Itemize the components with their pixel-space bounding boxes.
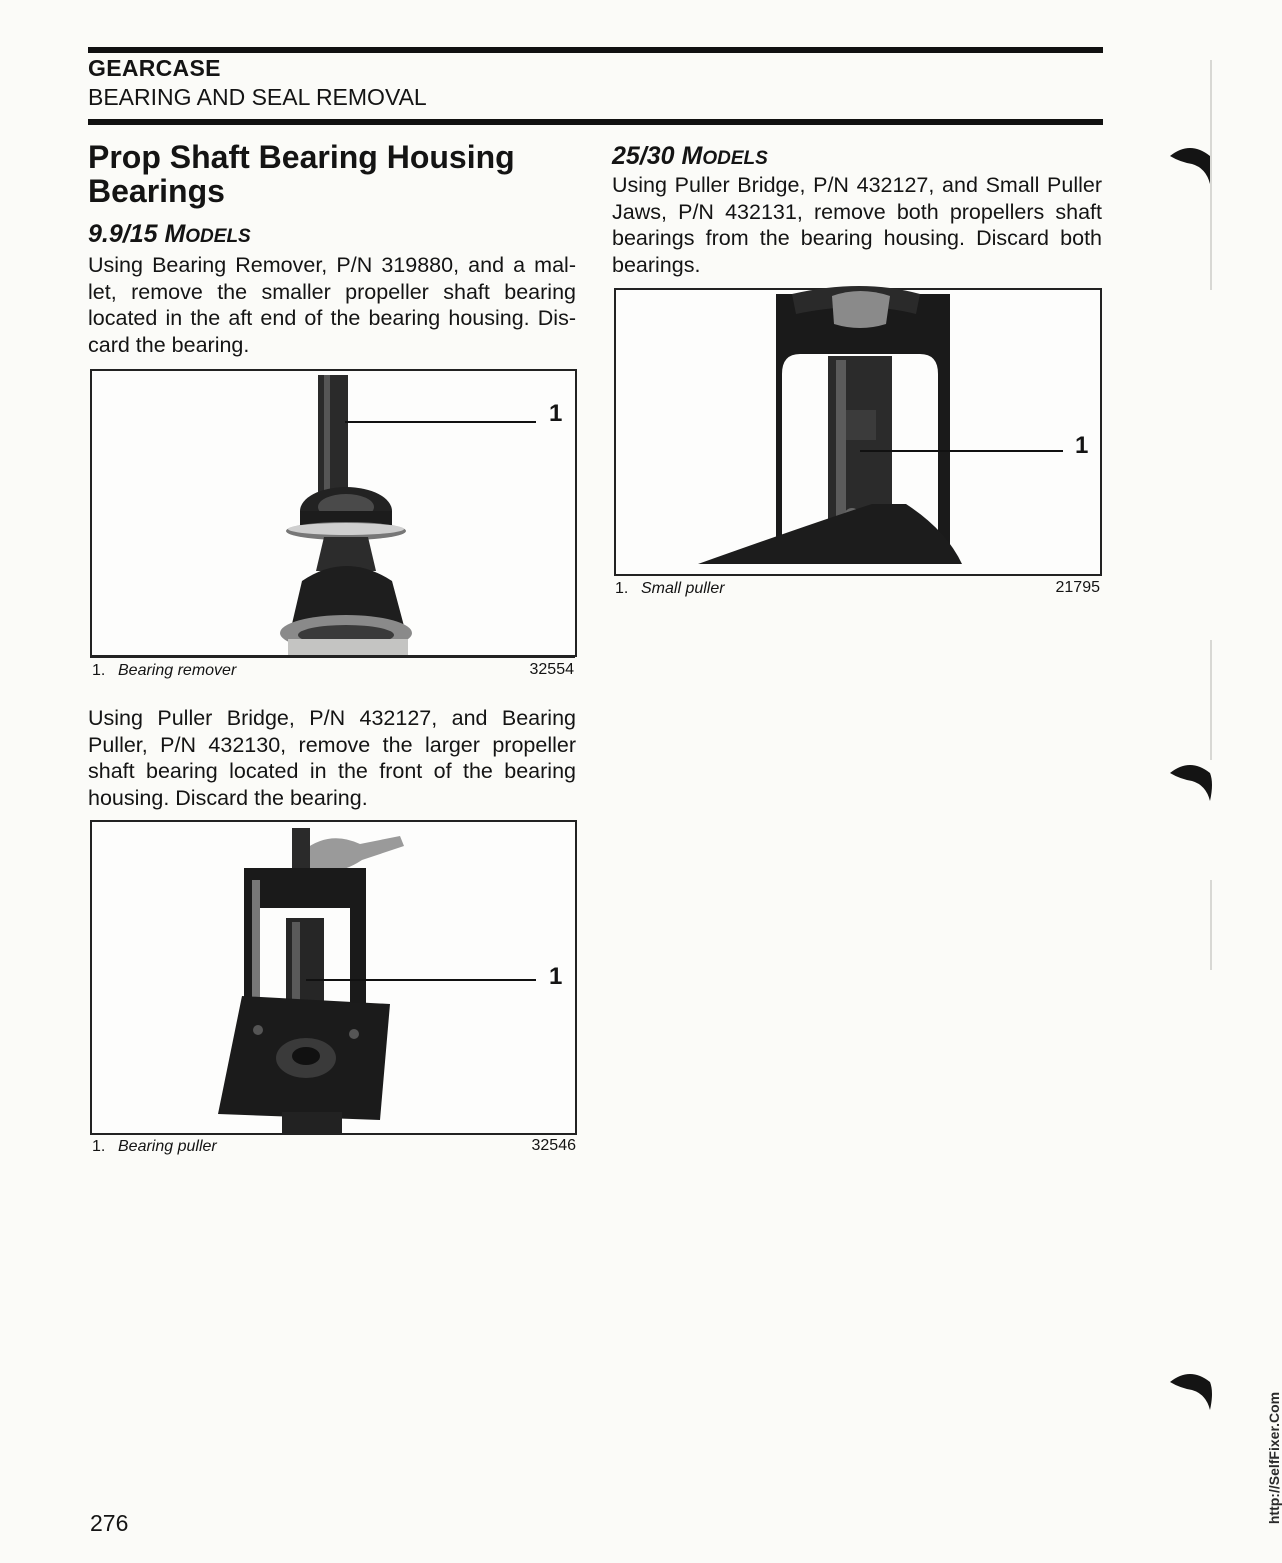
models-heading-rest: ODELS — [702, 148, 768, 169]
section-title: GEARCASE — [88, 55, 221, 81]
caption-rule — [614, 574, 1100, 576]
figure-small-puller — [614, 288, 1102, 576]
models-heading-cap: M — [164, 220, 186, 248]
instruction-paragraph-1: Using Bearing Remover, P/N 319880, and a mal-let, remove the smaller propeller shaft bearing located in the aft end of the bearing housing. Dis-card the bearing. — [88, 253, 576, 357]
models-heading-rest: ODELS — [185, 226, 251, 247]
watermark-url: http://SelfFixer.Com — [1266, 1391, 1282, 1525]
figure-id: 32554 — [529, 661, 574, 678]
header-top-rule — [88, 47, 1103, 53]
callout-leader-line — [306, 979, 536, 981]
callout-leader-line — [345, 421, 536, 423]
models-heading-9-9-15 — [88, 220, 251, 249]
figure-caption — [92, 662, 236, 680]
figure-id: 32546 — [531, 1137, 576, 1154]
callout-number: 1 — [1075, 432, 1089, 459]
models-heading-25-30 — [612, 142, 768, 171]
scan-edge-line — [1210, 640, 1212, 760]
bearing-remover-photo — [92, 371, 575, 655]
bearing-puller-photo — [92, 822, 575, 1133]
figure-id: 21795 — [1055, 579, 1100, 596]
figure-caption — [92, 1138, 217, 1156]
subsection-title: BEARING AND SEAL REMOVAL — [88, 84, 427, 110]
header-bottom-rule — [88, 119, 1103, 125]
caption-rule — [90, 1133, 575, 1135]
figure-bearing-puller — [90, 820, 577, 1135]
figure-bearing-remover — [90, 369, 577, 657]
caption-text: Small puller — [641, 580, 725, 597]
page-number: 276 — [90, 1510, 129, 1536]
callout-number: 1 — [549, 963, 563, 990]
instruction-paragraph-2: Using Puller Bridge, P/N 432127, and Bearing Puller, P/N 432130, remove the larger propeller shaft bearing located in the front of the bearing housing. Discard the bearing. — [88, 706, 576, 810]
caption-number: 1. — [92, 1138, 106, 1155]
models-heading-number: 9.9/15 — [88, 220, 165, 248]
binder-hole-shadow — [1166, 757, 1218, 809]
caption-rule — [90, 656, 575, 658]
small-puller-photo — [616, 290, 1100, 574]
callout-number: 1 — [549, 400, 563, 427]
caption-number: 1. — [92, 662, 106, 679]
models-heading-cap: M — [681, 142, 703, 170]
models-heading-number: 25/30 — [612, 142, 682, 170]
callout-leader-line — [860, 450, 1063, 452]
page-heading: Prop Shaft Bearing Housing Bearings — [88, 139, 515, 209]
scan-edge-line — [1210, 880, 1212, 970]
instruction-paragraph-3: Using Puller Bridge, P/N 432127, and Small Puller Jaws, P/N 432131, remove both propellers shaft bearings from the bearing housing. Discard both bearings. — [612, 173, 1102, 277]
scan-edge-line — [1210, 60, 1212, 290]
caption-text: Bearing puller — [118, 1138, 217, 1155]
caption-text: Bearing remover — [118, 662, 237, 679]
figure-caption — [615, 580, 725, 598]
caption-number: 1. — [615, 580, 629, 597]
binder-hole-shadow — [1166, 1366, 1218, 1418]
